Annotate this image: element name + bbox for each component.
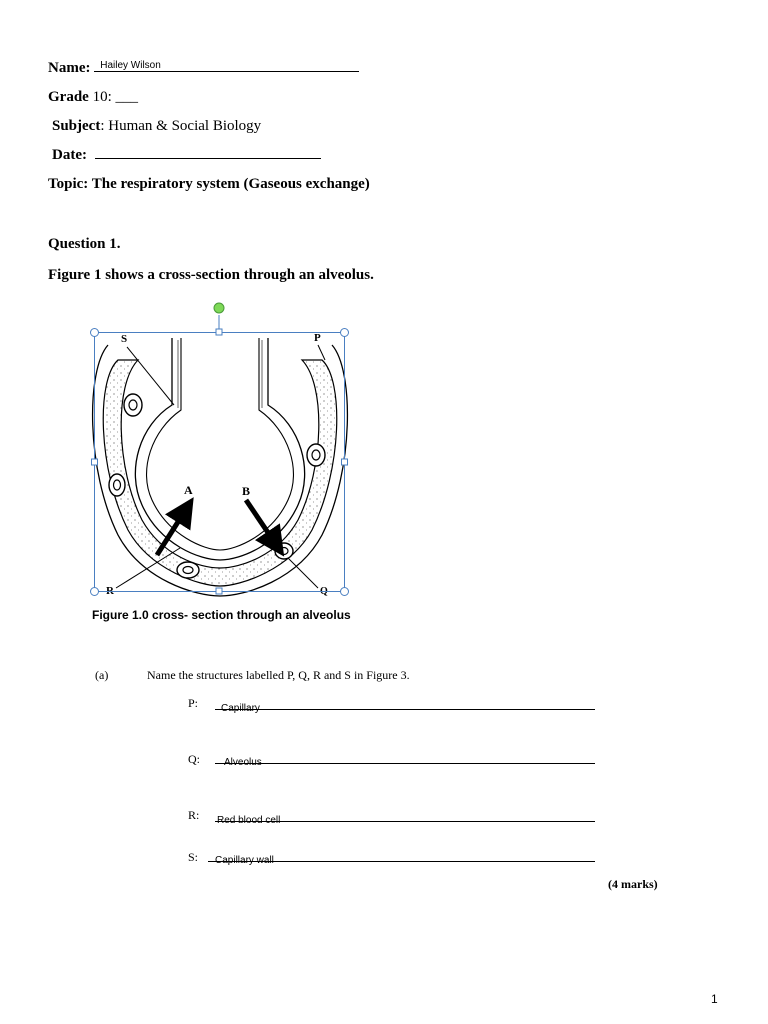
name-label: Name: <box>48 60 91 76</box>
answer-value-q: Alveolus <box>224 757 262 768</box>
question-intro: Figure 1 shows a cross-section through an alveolus. <box>48 267 374 283</box>
resize-handle-bottom[interactable] <box>216 588 222 594</box>
resize-handle-top[interactable] <box>216 329 222 335</box>
resize-handle-bottom-left[interactable] <box>91 588 99 596</box>
red-blood-cell-bottom <box>177 562 199 578</box>
grade-text: 10: ___ <box>88 89 138 105</box>
resize-handle-top-right[interactable] <box>341 329 349 337</box>
rotate-handle[interactable] <box>214 303 224 313</box>
red-blood-cell-upper-left <box>124 394 142 416</box>
name-value: Hailey Wilson <box>100 60 161 71</box>
answer-field-r[interactable] <box>215 808 595 826</box>
topic-text: The respiratory system (Gaseous exchange) <box>88 176 370 192</box>
capillary-band <box>103 360 337 586</box>
red-blood-cell-right <box>307 444 325 466</box>
figure-label-s: S <box>121 333 128 345</box>
answer-value-r: Red blood cell <box>217 815 281 826</box>
answer-letter-s: S: <box>188 850 199 864</box>
answer-field-q[interactable] <box>215 750 595 768</box>
leader-line-p <box>318 345 325 360</box>
answer-field-s[interactable] <box>208 848 595 866</box>
resize-handle-left[interactable] <box>92 459 98 465</box>
selection-frame <box>95 333 345 592</box>
answer-letter-p: P: <box>188 696 199 710</box>
figure-label-p: P <box>314 332 321 344</box>
answer-field-p[interactable] <box>215 696 595 714</box>
resize-handle-right[interactable] <box>342 459 348 465</box>
figure-caption: Figure 1.0 cross- section through an alveolus <box>92 608 351 622</box>
red-blood-cell-q <box>275 543 293 559</box>
marks-note: (4 marks) <box>608 877 658 891</box>
topic-label: Topic: <box>48 176 89 192</box>
question-title: Question 1. <box>48 236 121 252</box>
alveolus-wall <box>135 338 304 560</box>
answer-letter-r: R: <box>188 808 200 822</box>
figure-label-r: R <box>106 585 114 597</box>
figure-label-q: Q <box>320 586 328 597</box>
leader-line-q <box>288 558 318 588</box>
page-number: 1 <box>711 992 718 1006</box>
subject-label: Subject <box>52 118 101 134</box>
answer-value-s: Capillary wall <box>215 855 274 866</box>
part-a-label: (a) <box>95 668 109 682</box>
date-label: Date: <box>52 147 87 163</box>
resize-handle-top-left[interactable] <box>91 329 99 337</box>
resize-handle-bottom-right[interactable] <box>341 588 349 596</box>
red-blood-cell-left <box>109 474 125 496</box>
part-a-text: Name the structures labelled P, Q, R and S in Figure 3. <box>147 668 410 682</box>
answer-letter-q: Q: <box>188 752 200 766</box>
answer-value-p: Capillary <box>221 703 260 714</box>
figure-label-b: B <box>242 484 251 498</box>
grade-label: Grade <box>48 89 89 105</box>
capillary-outer-wall <box>93 345 348 596</box>
figure-label-a: A <box>184 483 193 497</box>
subject-text: : Human & Social Biology <box>100 118 262 134</box>
